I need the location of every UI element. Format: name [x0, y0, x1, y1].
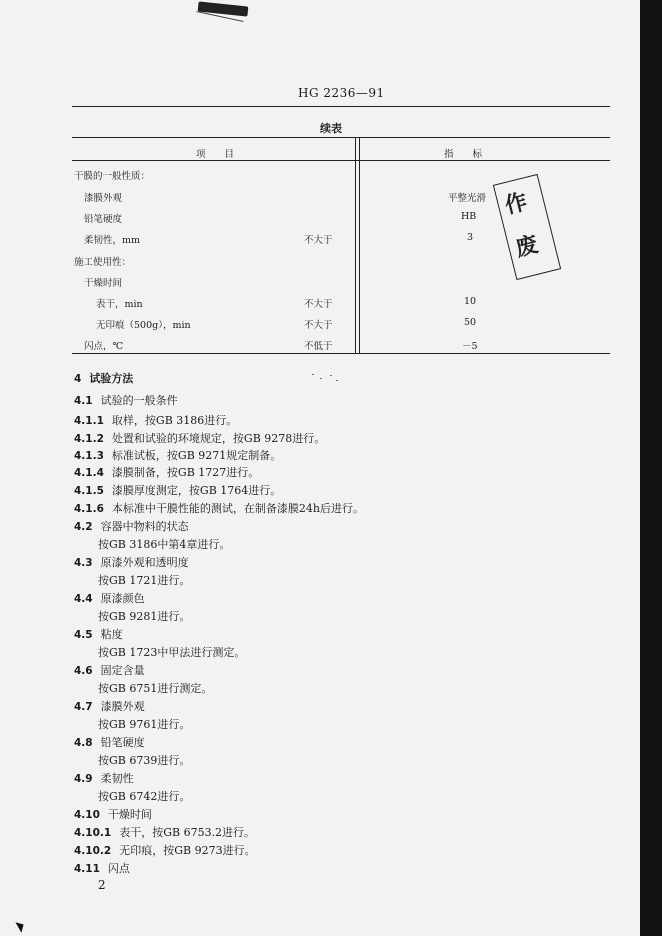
table-row-value: 50 [464, 317, 477, 328]
continued-table-caption: 续表 [320, 122, 342, 135]
section-body: 按GB 6739进行。 [98, 754, 191, 767]
table-row-condition: 不低于 [304, 341, 333, 352]
section-item: 4.10.2 无印痕，按GB 9273进行。 [74, 844, 256, 857]
table-row-item: 闪点，℃ [84, 341, 124, 352]
section-heading: 4.9 柔韧性 [74, 772, 134, 785]
table-row-value: 3 [467, 232, 474, 243]
section-item: 4.1.5 漆膜厚度测定，按GB 1764进行。 [74, 484, 282, 497]
section-item: 4.1.6 本标准中干膜性能的测试，在制备漆膜24h后进行。 [74, 502, 364, 515]
section-heading: 4.8 铅笔硬度 [74, 736, 145, 749]
section-heading: 4.1 试验的一般条件 [74, 394, 178, 407]
scan-dark-edge [640, 0, 662, 936]
table-row-condition: 不大于 [304, 320, 333, 331]
corner-arrow-icon [18, 920, 28, 932]
section-heading: 4 试验方法 [74, 372, 134, 385]
table-row-value: HB [461, 211, 477, 222]
col-header-item: 项 目 [196, 149, 235, 160]
section-heading: 4.4 原漆颜色 [74, 592, 145, 605]
scan-mark [198, 1, 249, 16]
header-rule [72, 106, 610, 107]
scan-specks [310, 372, 340, 382]
table-top-rule [72, 137, 610, 138]
table-row-item: 漆膜外观 [84, 193, 123, 204]
section-heading: 4.6 固定含量 [74, 664, 145, 677]
table-row-value: 10 [464, 296, 477, 307]
table-row-item: 无印痕（500g），min [96, 320, 191, 331]
col-header-spec: 指 标 [444, 149, 483, 160]
void-stamp [493, 174, 561, 280]
table-divider-right [359, 137, 360, 353]
section-heading: 4.7 漆膜外观 [74, 700, 145, 713]
stamp-char: 作 [502, 188, 530, 220]
section-body: 按GB 9761进行。 [98, 718, 191, 731]
table-divider-left [355, 137, 356, 353]
section-body: 按GB 3186中第4章进行。 [98, 538, 231, 551]
stamp-char: 废 [512, 231, 541, 262]
section-item: 4.1.1 取样，按GB 3186进行。 [74, 414, 238, 427]
table-row-condition: 不大于 [304, 299, 333, 310]
table-header-rule [72, 160, 610, 161]
standard-code: HG 2236—91 [298, 86, 385, 100]
page-number: 2 [98, 878, 106, 892]
section-item: 4.1.2 处置和试验的环境规定，按GB 9278进行。 [74, 432, 326, 445]
table-row-item: 施工使用性： [74, 257, 132, 268]
section-body: 按GB 9281进行。 [98, 610, 191, 623]
table-bottom-rule [72, 353, 610, 354]
section-body: 按GB 1721进行。 [98, 574, 191, 587]
table-row-item: 表干，min [96, 299, 143, 310]
table-row-item: 干膜的一般性质： [74, 171, 151, 182]
section-item: 4.10.1 表干，按GB 6753.2进行。 [74, 826, 256, 839]
table-row-value: 平整光滑 [448, 193, 487, 204]
section-heading: 4.10 干燥时间 [74, 808, 152, 821]
section-heading: 4.11 闪点 [74, 862, 130, 875]
table-row-item: 柔韧性，mm [84, 235, 141, 246]
table-row-condition: 不大于 [304, 235, 333, 246]
section-heading: 4.5 粘度 [74, 628, 123, 641]
section-body: 按GB 6751进行测定。 [98, 682, 213, 695]
section-heading: 4.3 原漆外观和透明度 [74, 556, 189, 569]
section-item: 4.1.4 漆膜制备，按GB 1727进行。 [74, 466, 260, 479]
table-row-item: 干燥时间 [84, 278, 123, 289]
table-row-item: 铅笔硬度 [84, 214, 123, 225]
section-body: 按GB 1723中甲法进行测定。 [98, 646, 246, 659]
section-heading: 4.2 容器中物料的状态 [74, 520, 189, 533]
section-item: 4.1.3 标准试板，按GB 9271规定制备。 [74, 449, 282, 462]
section-body: 按GB 6742进行。 [98, 790, 191, 803]
table-row-value: －5 [462, 341, 478, 352]
